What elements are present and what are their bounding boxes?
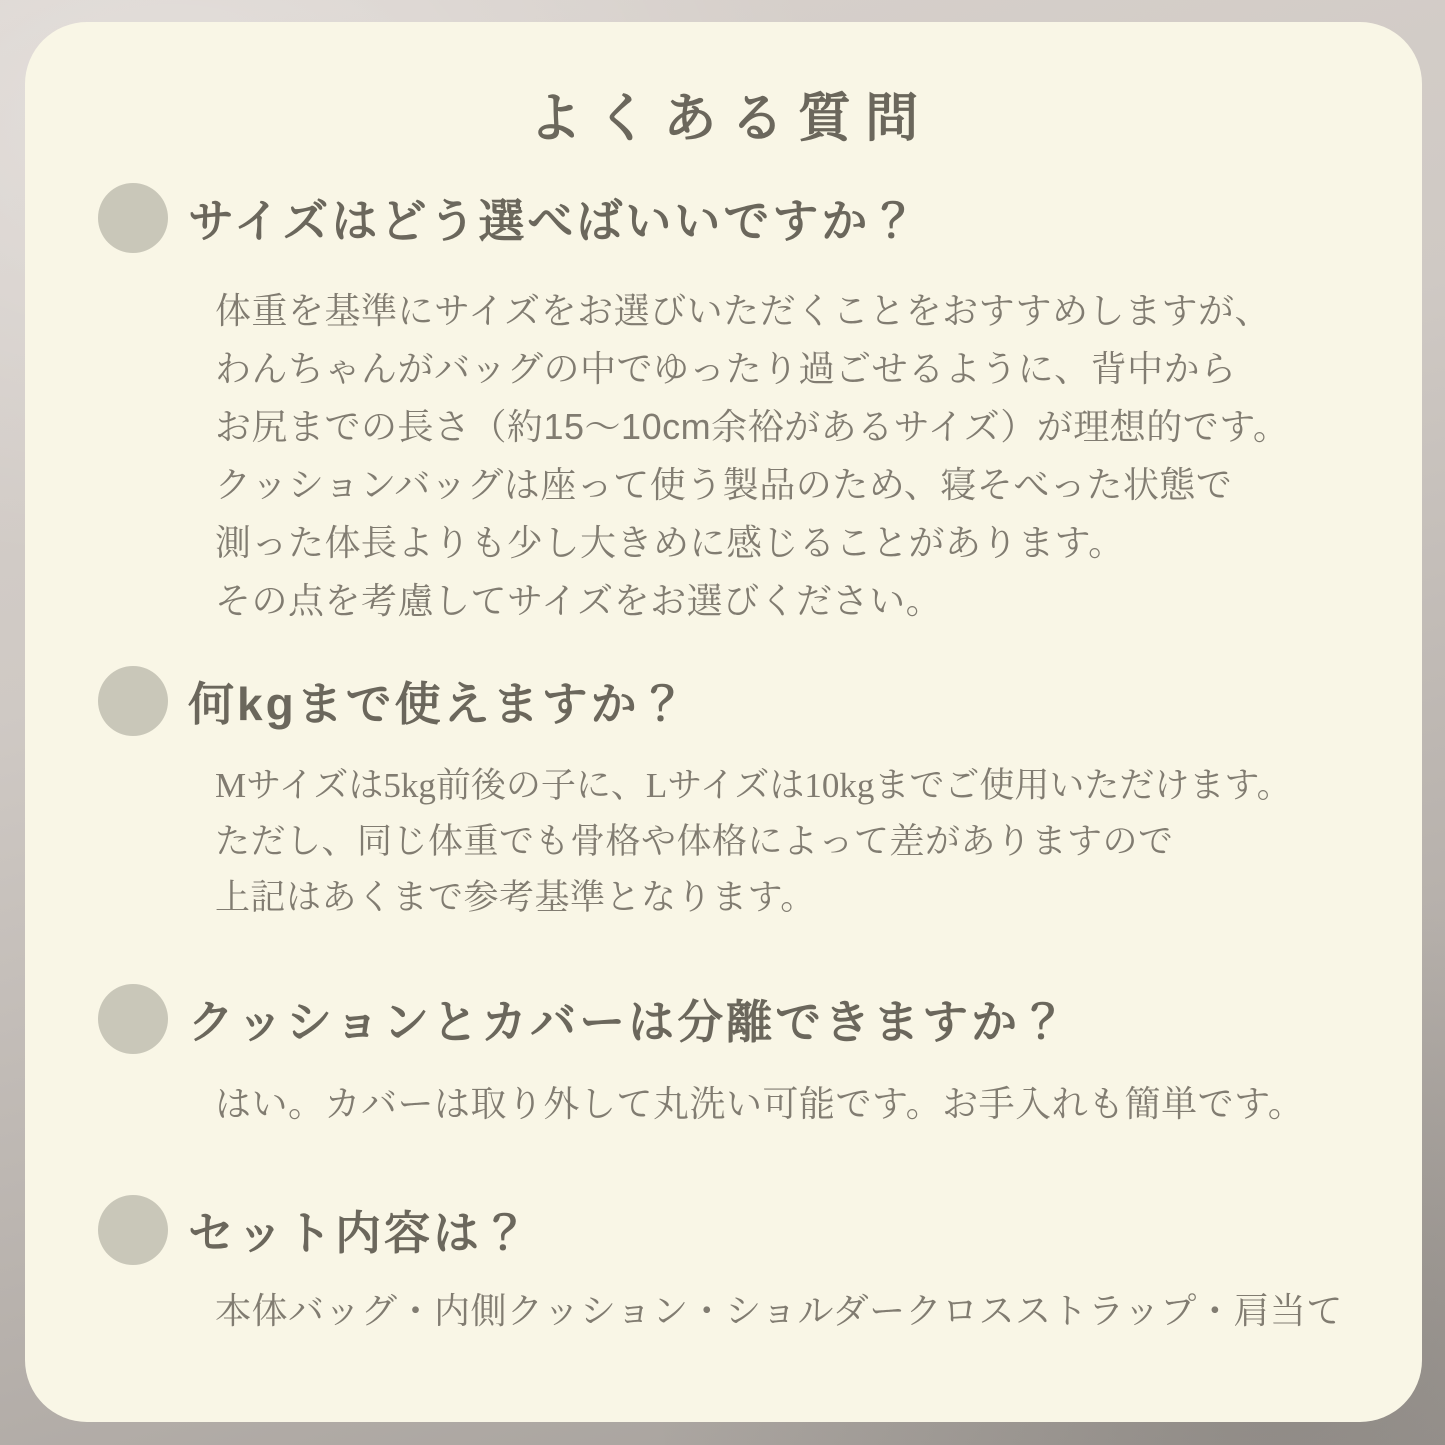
faq-item-size (25, 183, 1422, 630)
page-title: よくある質問 (528, 89, 933, 148)
faq-question-row (98, 1195, 1422, 1265)
question-bullet-icon (98, 666, 168, 736)
answer-line: 体重を基準にサイズをお選びいただくことをおすすめしますが、 (215, 290, 1271, 331)
faq-item-separable (25, 984, 1422, 1133)
faq-question-row (98, 666, 1422, 736)
question-bullet-icon (98, 984, 168, 1054)
answer-line: クッションバッグは座って使う製品のため、寝そべった状態で (215, 464, 1233, 505)
faq-item-set-contents (25, 1195, 1422, 1340)
faq-question-text: セット内容は？ (188, 1207, 531, 1259)
answer-line: お尻までの長さ（約15〜10cm余裕があるサイズ）が理想的です。 (215, 406, 1290, 447)
answer-line: わんちゃんがバッグの中でゆったり過ごせるように、背中から (215, 348, 1237, 389)
answer-line: 測った体長よりも少し大きめに感じることがあります。 (215, 522, 1125, 563)
faq-question-row (98, 183, 1422, 253)
faq-item-weight (25, 666, 1422, 926)
answer-line: Mサイズは5kg前後の子に、Lサイズは10kgまでご使用いただけます。 (215, 766, 1292, 805)
faq-card (25, 22, 1422, 1422)
answer-line: その点を考慮してサイズをお選びください。 (215, 580, 943, 621)
faq-question-text: 何kgまで使えますか？ (188, 678, 689, 730)
faq-question-row (98, 984, 1422, 1054)
faq-answer (215, 758, 1362, 926)
answer-line: はい。カバーは取り外して丸洗い可能です。お手入れも簡単です。 (215, 1083, 1305, 1124)
faq-answer (215, 1075, 1362, 1133)
faq-answer (215, 1282, 1362, 1340)
answer-line: 本体バッグ・内側クッション・ショルダークロスストラップ・肩当て (215, 1290, 1343, 1331)
faq-answer (215, 282, 1362, 630)
question-bullet-icon (98, 183, 168, 253)
faq-question-text: クッションとカバーは分離できますか？ (188, 996, 1070, 1048)
faq-question-text: サイズはどう選べばいいですか？ (188, 195, 920, 247)
question-bullet-icon (98, 1195, 168, 1265)
answer-line: 上記はあくまで参考基準となります。 (215, 878, 816, 917)
answer-line: ただし、同じ体重でも骨格や体格によって差がありますので (215, 822, 1174, 861)
